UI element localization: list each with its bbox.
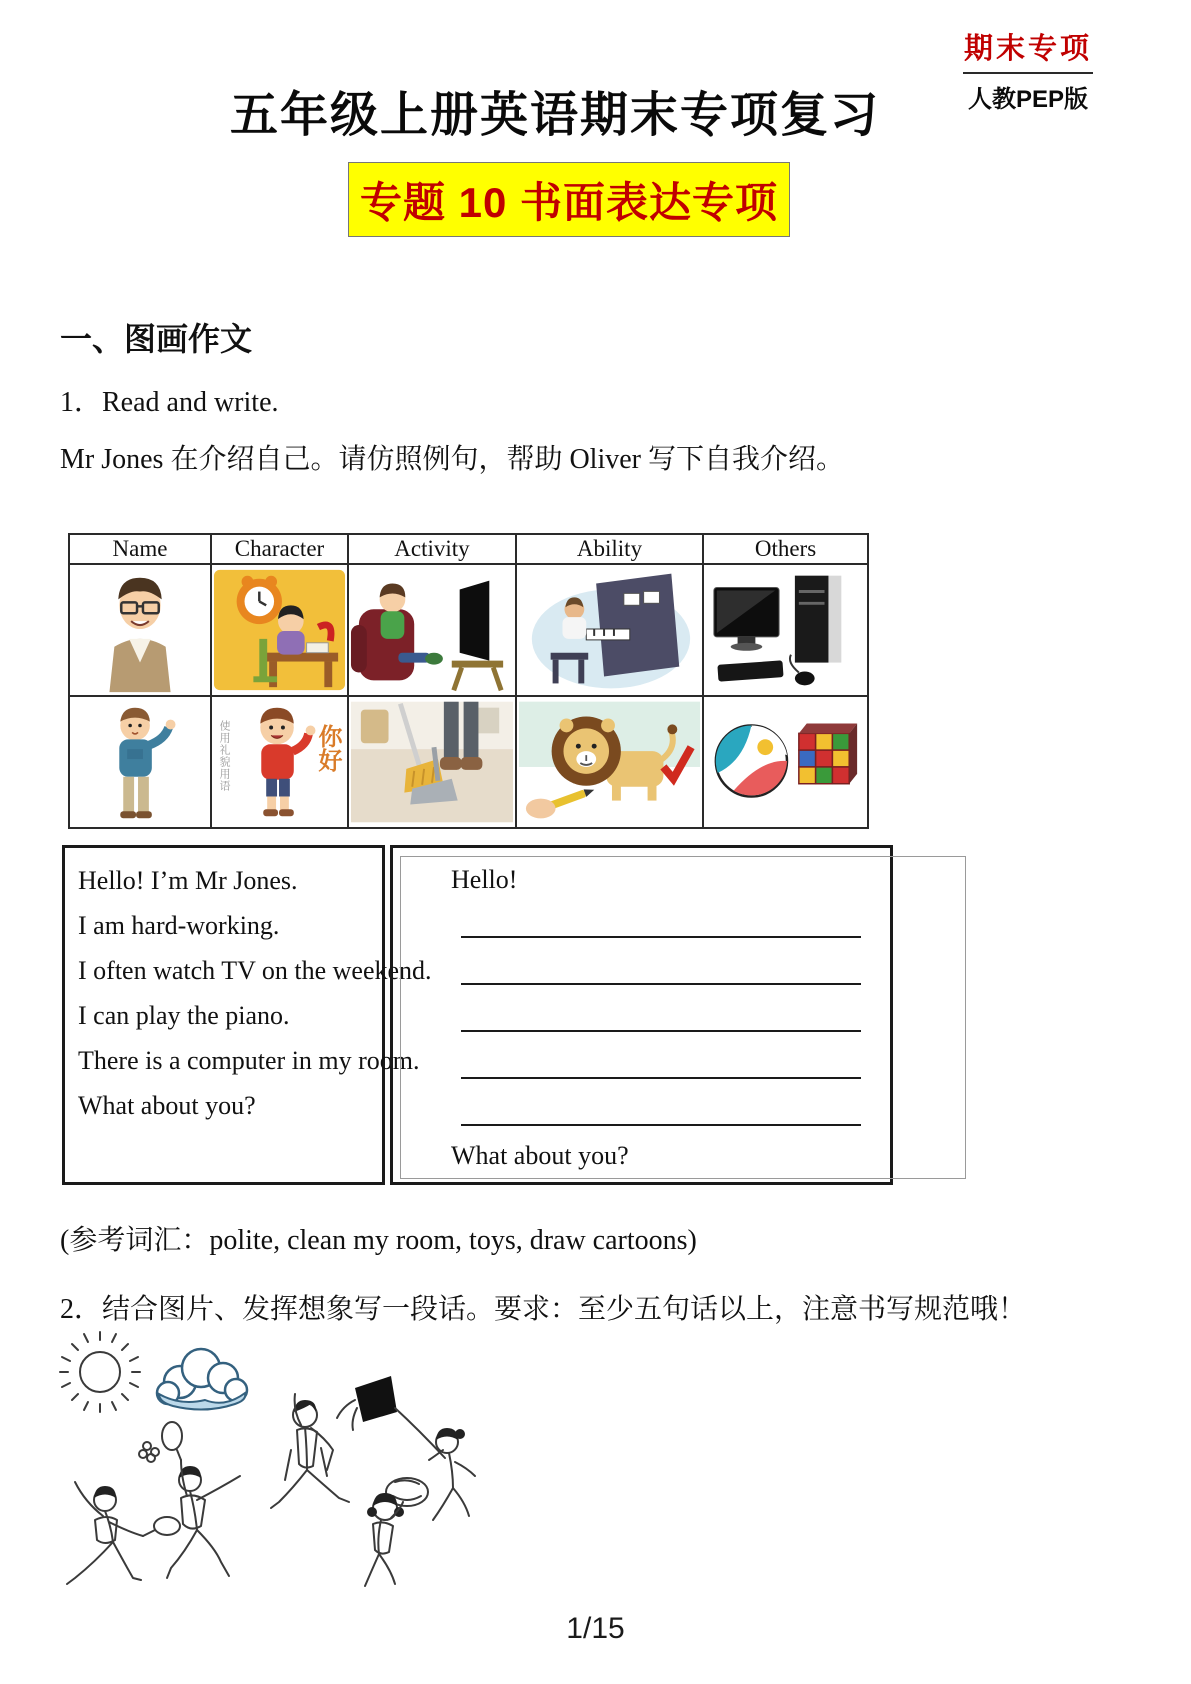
spool-girl (365, 1478, 428, 1586)
page-title: 五年级上册英语期末专项复习 (229, 89, 880, 142)
sun-drawing (60, 1332, 140, 1412)
answer-blank-line (461, 985, 861, 1032)
example-sentence: I am hard-working. (78, 911, 280, 940)
badminton-boy-left (67, 1482, 180, 1584)
question2-prompt: 2．结合图片、发挥想象写一段话。要求：至少五句话以上，注意书写规范哦！ (60, 1294, 1027, 1325)
beach-ball-and-magic-cube-image (704, 698, 867, 826)
column-header-others: Others (703, 534, 868, 564)
answer-opening: Hello! (451, 865, 518, 894)
boy-watching-tv-image (349, 566, 515, 694)
shuttlecock-drawing (139, 1442, 159, 1462)
topic-banner (348, 162, 790, 237)
question1-instruction: Mr Jones 在介绍自己。请仿照例句，帮助 Oliver 写下自我介绍。 (60, 444, 844, 475)
example-sentence: I can play the piano. (78, 1001, 290, 1030)
kungfu-boy (271, 1394, 349, 1508)
example-sentence: I often watch TV on the weekend. (78, 956, 432, 985)
page-number: 1/15 (566, 1612, 625, 1645)
playground-illustration (55, 1330, 505, 1615)
desktop-computer-image (704, 566, 867, 694)
answer-closing: What about you? (451, 1141, 629, 1170)
greeting-label: 你好 (314, 724, 341, 772)
column-header-character: Character (211, 534, 348, 564)
table-header-row (69, 534, 868, 564)
sweeping-the-floor-image (349, 698, 515, 826)
table-row (69, 564, 868, 696)
drawing-a-cartoon-lion-image (517, 698, 702, 826)
topic-banner-label: 专题 10 书面表达专项 (359, 178, 779, 226)
oliver-waving-image (70, 698, 210, 826)
kite-drawing (337, 1376, 445, 1458)
kite-girl-right (429, 1428, 475, 1520)
cloud-drawing (157, 1349, 247, 1410)
answer-blank-line (461, 896, 861, 938)
column-header-name: Name (69, 534, 211, 564)
badge-top-label: 期末专项 (963, 26, 1093, 74)
answer-box (400, 856, 966, 1179)
answer-blank-line (461, 938, 861, 985)
answer-blank-line (461, 1079, 861, 1126)
example-sentence: There is a computer in my room. (78, 1046, 420, 1075)
hard-working-kid-studying-image (212, 566, 347, 694)
section-heading: 一、图画作文 (60, 321, 253, 357)
profile-table (68, 533, 869, 829)
playing-the-piano-image (517, 566, 702, 694)
example-sentence: Hello! I’m Mr Jones. (78, 866, 298, 895)
writing-boxes (62, 845, 972, 1185)
answer-blank-line (461, 1032, 861, 1079)
question1-prompt: 1．Read and write. (60, 387, 279, 418)
reference-vocabulary: (参考词汇：polite, clean my room, toys, draw cartoons) (60, 1225, 697, 1256)
badminton-boy-middle (162, 1422, 240, 1578)
mr-jones-portrait-image (70, 566, 210, 694)
example-sentence: What about you? (78, 1091, 256, 1120)
polite-boy-greeting-image (212, 698, 347, 826)
column-header-activity: Activity (348, 534, 516, 564)
polite-note-label: 使用礼貌用语 (218, 720, 230, 792)
column-header-ability: Ability (516, 534, 703, 564)
badge-bottom-label: 人教PEP版 (967, 86, 1089, 113)
table-row (69, 696, 868, 828)
example-box (62, 845, 432, 1185)
